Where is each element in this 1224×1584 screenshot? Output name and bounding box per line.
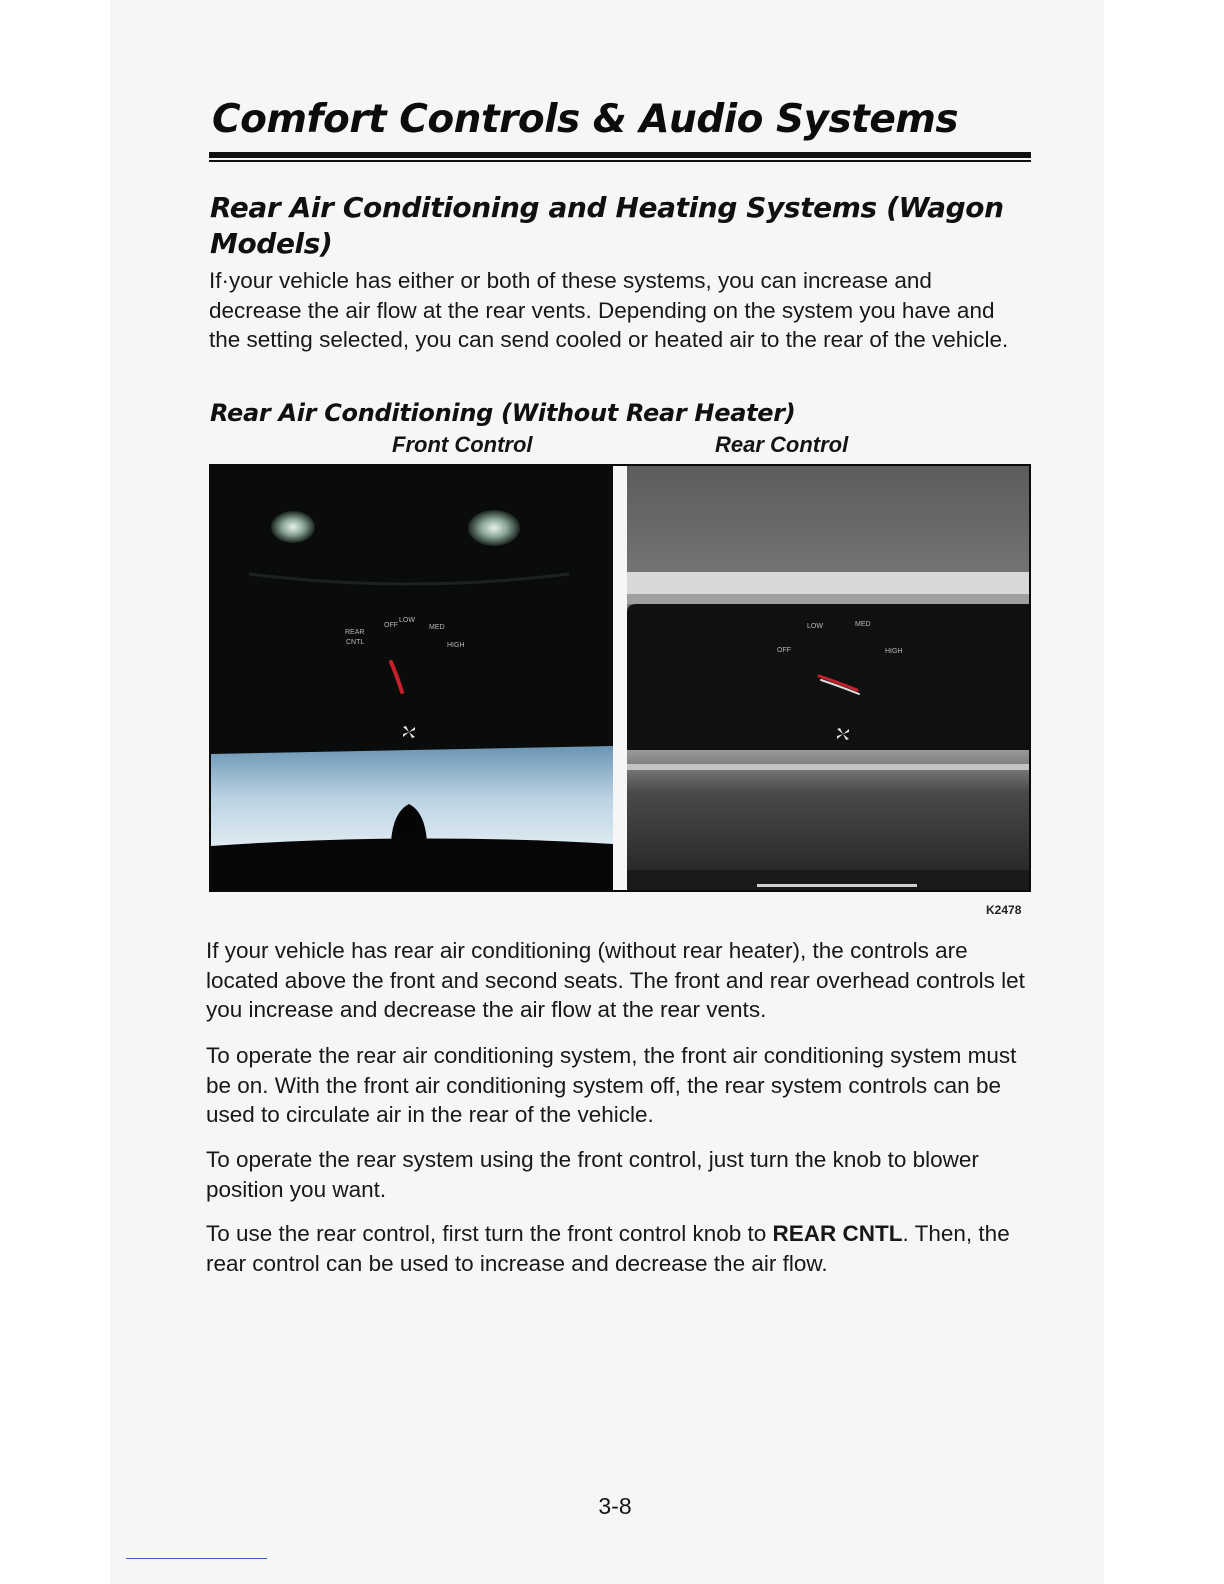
section-heading: Rear Air Conditioning and Heating Systems (Wagon Models) [210, 191, 1004, 260]
front-dial-off: OFF [384, 622, 398, 629]
footer-link-underline [126, 1558, 267, 1559]
title-rule-thin [209, 160, 1031, 162]
front-dial-low: LOW [399, 617, 415, 624]
front-lamp-right [468, 510, 520, 546]
paragraph-3: To operate the rear system using the front control, just turn the knob to blower position you want. [206, 1147, 979, 1202]
controls-photo-illustration [209, 464, 1031, 892]
rear-dial-low: LOW [807, 623, 823, 630]
subsection-heading: Rear Air Conditioning (Without Rear Heater) [210, 399, 796, 427]
front-dial-med: MED [429, 624, 445, 631]
front-dial-rear: REAR [345, 629, 365, 636]
front-control-label: Front Control [392, 432, 533, 457]
figure-id: K2478 [986, 903, 1022, 917]
rear-control-label: Rear Control [715, 432, 849, 457]
chapter-title: Comfort Controls & Audio Systems [212, 97, 959, 142]
page-number: 3-8 [598, 1493, 632, 1519]
rear-console [627, 604, 1029, 750]
paragraph-2: To operate the rear air conditioning system, the front air conditioning system must be on. With the front air conditioning system off, the rear system controls can be used to circulate air in the rear of the vehicle. [206, 1043, 1017, 1127]
intro-paragraph: If·your vehicle has either or both of these systems, you can increase and decrease the air flow at the rear vents. Depending on the system you have and the setting selected, you can send cooled or heated air to the rear of the vehicle. [209, 268, 1009, 352]
rear-cntl-term: REAR CNTL [772, 1221, 903, 1246]
front-dial-cntl: CNTL [346, 639, 365, 646]
paragraph-4-end: . Then, the rear control can be used to increase and decrease the air flow. [206, 1221, 1010, 1276]
rear-dial-high: HIGH [885, 648, 903, 655]
title-rule [209, 152, 1031, 158]
front-lamp-left [271, 511, 315, 543]
paragraph-1: If your vehicle has rear air conditioning (without rear heater), the controls are located above the front and second seats. The front and rear overhead controls let you increase and decrease the air flow at the rear vents. [206, 938, 1025, 1022]
paragraph-4 [206, 1219, 1026, 1278]
front-dial-high: HIGH [447, 642, 465, 649]
photo-divider [613, 466, 627, 890]
controls-photo [209, 464, 1031, 892]
paragraph-4-start: To use the rear control, first turn the front control knob to [206, 1221, 773, 1246]
rear-dial-med: MED [855, 621, 871, 628]
rear-dial-off: OFF [777, 647, 791, 654]
